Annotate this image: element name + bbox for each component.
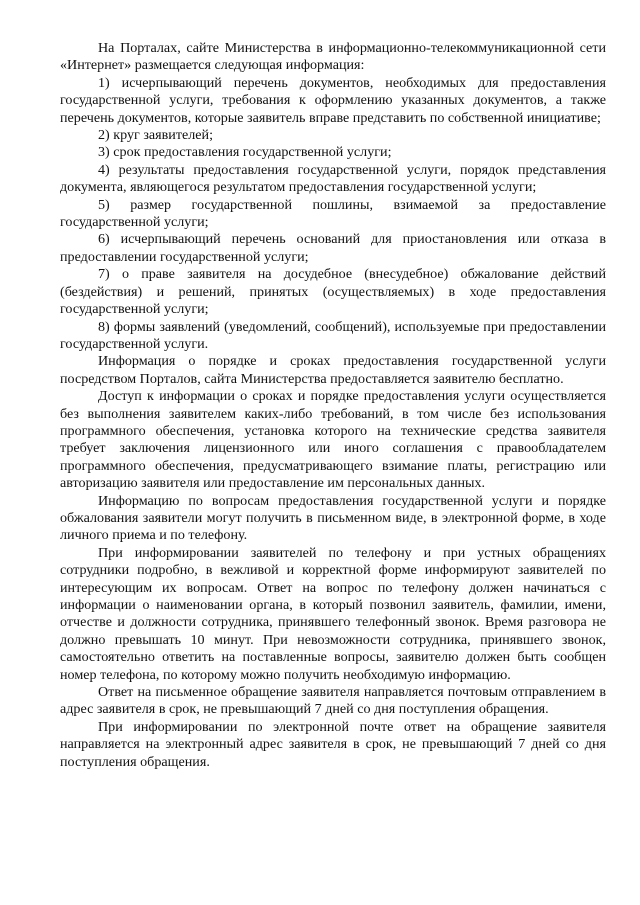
list-item-7: 7) о праве заявителя на досудебное (внесудебное) обжалование действий (бездействия) и решений, принятых (осуществляемых) в ходе предоставления государственной услуги; bbox=[60, 266, 606, 318]
list-item-2: 2) круг заявителей; bbox=[98, 127, 213, 144]
list-item-3: 3) срок предоставления государственной услуги; bbox=[98, 144, 392, 161]
list-item-6: 6) исчерпывающий перечень оснований для приостановления или отказа в предоставлении государственной услуги; bbox=[60, 231, 606, 265]
list-item-1: 1) исчерпывающий перечень документов, необходимых для предоставления государственной услуги, требования к оформлению указанных документов, а также перечень документов, которые заявитель вправе представить по собственной инициативе; bbox=[60, 74, 606, 126]
paragraph-access: Доступ к информации о сроках и порядке предоставления услуги осуществляется без выполнения заявителем каких-либо требований, в том числе без использования программного обеспечения, установка которого на технические средства заявителя требует заключения лицензионного или иного соглашения с правообладателем программного обеспечения, предусматривающего взимание платы, регистрацию или авторизацию заявителя или предоставление им персональных данных. bbox=[60, 388, 606, 492]
paragraph-written-reply: Ответ на письменное обращение заявителя направляется почтовым отправлением в адрес заявителя в срок, не превышающий 7 дней со дня поступления обращения. bbox=[60, 684, 606, 718]
paragraph-channels: Информацию по вопросам предоставления государственной услуги и порядке обжалования заявители могут получить в письменном виде, в электронной форме, в ходе личного приема и по телефону. bbox=[60, 492, 606, 544]
list-item-4: 4) результаты предоставления государственной услуги, порядок представления документа, являющегося результатом предоставления государственной услуги; bbox=[60, 161, 606, 196]
paragraph-intro: На Порталах, сайте Министерства в информационно-телекоммуникационной сети «Интернет» размещается следующая информация: bbox=[60, 40, 606, 74]
list-item-8: 8) формы заявлений (уведомлений, сообщений), используемые при предоставлении государственной услуги. bbox=[60, 318, 606, 352]
document-page bbox=[60, 40, 606, 771]
paragraph-free-info: Информация о порядке и сроках предоставления государственной услуги посредством Порталов, сайта Министерства предоставляется заявителю бесплатно. bbox=[60, 353, 606, 387]
paragraph-email-reply: При информировании по электронной почте ответ на обращение заявителя направляется на электронный адрес заявителя в срок, не превышающий 7 дней со дня поступления обращения. bbox=[60, 718, 606, 770]
list-item-5: 5) размер государственной пошлины, взимаемой за предоставление государственной услуги; bbox=[60, 196, 606, 231]
paragraph-phone: При информировании заявителей по телефону и при устных обращениях сотрудники подробно, в вежливой и корректной форме информируют заявителей по интересующим их вопросам. Ответ на вопрос по телефону должен начинаться с информации о наименовании органа, в который позвонил заявитель, фамилии, имени, отчестве и должности сотрудника, принявшего телефонный звонок. Время разговора не должно превышать 10 минут. При невозможности сотрудника, принявшего звонок, самостоятельно ответить на поставленные вопросы, заявителю должен быть сообщен номер телефона, по которому можно получить необходимую информацию. bbox=[60, 544, 606, 683]
